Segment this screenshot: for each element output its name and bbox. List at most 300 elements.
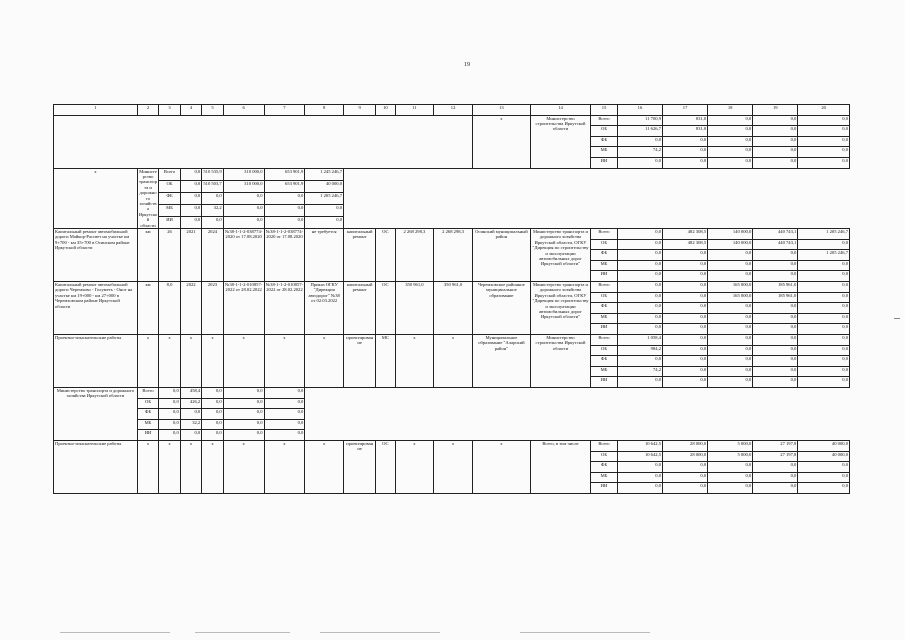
- amount-cell: 0,0: [180, 409, 201, 420]
- amount-cell: 0,0: [708, 157, 753, 168]
- amount-cell: 5 000,0: [708, 440, 753, 451]
- amount-cell: 185 961,0: [753, 282, 798, 293]
- table-row: [54, 216, 850, 228]
- amount-cell: 0,0: [753, 303, 798, 314]
- amount-cell: 0,0: [708, 472, 753, 483]
- amount-cell: 11 626,7: [617, 126, 662, 137]
- amount-cell: 27 197,8: [753, 451, 798, 462]
- organization-cell: Министерство транспорта и дорожного хозяйства Иркутской области: [138, 168, 158, 228]
- ownership: МС: [376, 334, 395, 387]
- quantity-cell: х: [159, 440, 180, 493]
- funding-source-cell: ОБ: [591, 451, 618, 462]
- organization-cell: Министерство транспорта и дорожного хозяйства Иркутской области: [54, 387, 138, 440]
- funding-source-cell: ОБ: [591, 345, 618, 356]
- amount-cell: 0,0: [753, 472, 798, 483]
- amount-cell: 984,2: [617, 345, 662, 356]
- amount-cell: 0,0: [223, 216, 264, 228]
- funding-source-cell: ОБ: [591, 239, 618, 250]
- amount-cell: 0,0: [663, 271, 708, 282]
- page-number: 19: [464, 62, 470, 68]
- amount-cell: 0,0: [708, 334, 753, 345]
- amount-cell: 0,0: [753, 260, 798, 271]
- amount-cell: 0,0: [663, 366, 708, 377]
- amount-cell: 0,0: [708, 356, 753, 367]
- start-year: 2022: [180, 282, 201, 335]
- remaining-cost: 2 268 298,3: [434, 229, 473, 282]
- funding-source-cell: ФБ: [137, 409, 158, 420]
- amount-cell: 0,0: [708, 136, 753, 147]
- funding-source-cell: МБ: [159, 204, 180, 216]
- amount-cell: 0,0: [663, 303, 708, 314]
- amount-cell: 165 000,0: [708, 292, 753, 303]
- end-year: х: [202, 334, 223, 387]
- ownership: ОС: [376, 440, 395, 493]
- amount-cell: 510 535,9: [202, 168, 223, 180]
- funding-source-cell: ФБ: [591, 250, 618, 261]
- amount-cell: 0,0: [617, 260, 662, 271]
- amount-cell: 0,0: [708, 313, 753, 324]
- funding-source-cell: МБ: [591, 260, 618, 271]
- municipality-cell: Осинский муниципальный район: [472, 229, 530, 282]
- amount-cell: 653 901,9: [264, 180, 305, 192]
- amount-cell: 1 205 246,7: [798, 250, 850, 261]
- organization-cell: Министерство строительства Иркутской области: [530, 115, 590, 168]
- amount-cell: 0,0: [798, 462, 850, 473]
- table-row: [54, 180, 850, 192]
- amount-cell: 0,0: [708, 126, 753, 137]
- funding-source-cell: МБ: [591, 366, 618, 377]
- amount-cell: 0,0: [798, 147, 850, 158]
- amount-cell: 0,0: [223, 409, 264, 420]
- table-row: [54, 419, 850, 430]
- amount-cell: 0,0: [798, 483, 850, 494]
- header-cell: 1: [54, 105, 138, 116]
- object-name: Проектно-изыскательские работы: [54, 440, 138, 493]
- amount-cell: 0,0: [663, 147, 708, 158]
- header-cell: 7: [264, 105, 305, 116]
- start-year: х: [180, 440, 201, 493]
- funding-source-cell: ОБ: [137, 398, 158, 409]
- funding-source-cell: МБ: [591, 147, 618, 158]
- header-cell: 13: [472, 105, 530, 116]
- amount-cell: 40 000,0: [798, 451, 850, 462]
- organization-cell: Министерство транспорта и дорожного хозяйства Иркутской области, ОГКУ "Дирекция по строительству и эксплуатации автомобильных дорог Иркутской области": [530, 229, 590, 282]
- table-row: [54, 229, 850, 240]
- investment-program-table: [53, 104, 850, 494]
- funding-source-cell: ИИ: [591, 377, 618, 388]
- amount-cell: 0,0: [159, 419, 180, 430]
- amount-cell: 0,0: [663, 313, 708, 324]
- header-cell: 16: [617, 105, 662, 116]
- funding-source-cell: Всего: [591, 115, 618, 126]
- amount-cell: 0,0: [753, 126, 798, 137]
- amount-cell: 0,0: [708, 345, 753, 356]
- amount-cell: 310 000,0: [223, 180, 264, 192]
- table-row: [54, 192, 850, 204]
- end-year: 2024: [202, 229, 223, 282]
- header-cell: 20: [798, 105, 850, 116]
- amount-cell: 0,0: [798, 303, 850, 314]
- amount-cell: 0,0: [753, 147, 798, 158]
- amount-cell: 0,0: [305, 204, 344, 216]
- estimated-cost: 350 961,0: [395, 282, 434, 335]
- amount-cell: 0,0: [202, 430, 223, 441]
- amount-cell: 0,0: [663, 292, 708, 303]
- municipality-cell: х: [472, 440, 530, 493]
- funding-source-cell: ИИ: [137, 430, 158, 441]
- funding-source-cell: ОБ: [591, 126, 618, 137]
- amount-cell: 0,0: [663, 345, 708, 356]
- header-cell: 14: [530, 105, 590, 116]
- unit-cell: х: [137, 440, 158, 493]
- approval-doc: х: [264, 334, 305, 387]
- amount-cell: 0,0: [264, 419, 305, 430]
- estimated-cost: 2 268 298,3: [395, 229, 434, 282]
- amount-cell: 0,0: [798, 292, 850, 303]
- amount-cell: 0,0: [798, 136, 850, 147]
- table-row: [54, 409, 850, 420]
- table-row: [54, 115, 850, 126]
- amount-cell: 0,0: [798, 366, 850, 377]
- scan-artifact-line: [195, 632, 290, 633]
- amount-cell: 0,0: [798, 157, 850, 168]
- funding-source-cell: Всего: [591, 229, 618, 240]
- amount-cell: 0,0: [202, 409, 223, 420]
- amount-cell: 0,0: [753, 313, 798, 324]
- amount-cell: 0,0: [264, 430, 305, 441]
- header-cell: 4: [180, 105, 201, 116]
- amount-cell: 0,0: [617, 136, 662, 147]
- unit-cell: км: [137, 229, 158, 282]
- amount-cell: 0,0: [663, 483, 708, 494]
- quantity-cell: х: [159, 334, 180, 387]
- amount-cell: 0,0: [708, 250, 753, 261]
- amount-cell: 0,0: [753, 271, 798, 282]
- amount-cell: 0,0: [708, 147, 753, 158]
- table-row: [54, 282, 850, 293]
- amount-cell: 0,0: [617, 483, 662, 494]
- amount-cell: 0,0: [202, 419, 223, 430]
- amount-cell: 0,0: [798, 282, 850, 293]
- amount-cell: 32,2: [202, 204, 223, 216]
- amount-cell: 0,0: [753, 483, 798, 494]
- amount-cell: 0,0: [798, 377, 850, 388]
- funding-source-cell: ФБ: [591, 136, 618, 147]
- amount-cell: 0,0: [798, 260, 850, 271]
- funding-source-cell: Всего: [591, 334, 618, 345]
- amount-cell: 426,2: [180, 398, 201, 409]
- amount-cell: 28 000,0: [663, 440, 708, 451]
- funding-source-cell: Всего: [159, 168, 180, 180]
- funding-source-cell: ФБ: [591, 303, 618, 314]
- amount-cell: 0,0: [159, 387, 180, 398]
- amount-cell: 0,0: [798, 324, 850, 335]
- unit-cell: х: [137, 334, 158, 387]
- municipality-cell: х: [472, 115, 530, 168]
- amount-cell: 1 058,4: [617, 334, 662, 345]
- work-kind: проектирование: [344, 440, 376, 493]
- amount-cell: 0,0: [223, 192, 264, 204]
- amount-cell: 0,0: [798, 271, 850, 282]
- start-year: 2021: [180, 229, 201, 282]
- table-row: [54, 387, 850, 398]
- amount-cell: 310 000,0: [223, 168, 264, 180]
- amount-cell: 0,0: [753, 366, 798, 377]
- funding-source-cell: МБ: [591, 313, 618, 324]
- amount-cell: 0,0: [753, 377, 798, 388]
- amount-cell: 0,0: [617, 313, 662, 324]
- amount-cell: 0,0: [753, 334, 798, 345]
- ownership: ОС: [376, 229, 395, 282]
- amount-cell: 0,0: [708, 115, 753, 126]
- object-name: Капитальный ремонт автомобильной дороги Черемхово - Голуметь - Онот на участке км 19+000 - км 27+000 в Черемховском районе Иркутской области: [54, 282, 138, 335]
- amount-cell: 0,0: [663, 157, 708, 168]
- remaining-cost: 350 961,0: [434, 282, 473, 335]
- funding-source-cell: ФБ: [159, 192, 180, 204]
- amount-cell: 0,0: [223, 204, 264, 216]
- amount-cell: 0,0: [798, 239, 850, 250]
- amount-cell: 0,0: [708, 366, 753, 377]
- table-row: [54, 398, 850, 409]
- amount-cell: 140 000,0: [708, 229, 753, 240]
- scan-artifact-line: [320, 632, 440, 633]
- header-cell: 9: [344, 105, 376, 116]
- quantity-cell: 8,0: [159, 282, 180, 335]
- funding-source-cell: ОБ: [159, 180, 180, 192]
- amount-cell: 0,0: [798, 356, 850, 367]
- scan-artifact-line: [520, 632, 650, 633]
- table-row: [54, 440, 850, 451]
- amount-cell: 0,0: [617, 356, 662, 367]
- amount-cell: 0,0: [202, 192, 223, 204]
- amount-cell: 1 205 246,7: [305, 192, 344, 204]
- amount-cell: 0,0: [753, 136, 798, 147]
- funding-source-cell: ФБ: [591, 462, 618, 473]
- header-cell: 5: [202, 105, 223, 116]
- amount-cell: 0,0: [753, 345, 798, 356]
- object-name: Капитальный ремонт автомобильной дороги Майкор-Рассвет на участке км 9+700 - км 35+700 в Осинском районе Иркутской области: [54, 229, 138, 282]
- amount-cell: 0,0: [180, 204, 201, 216]
- expertise-doc: х: [223, 334, 264, 387]
- amount-cell: 0,0: [798, 115, 850, 126]
- organization-cell: Министерство строительства Иркутской области: [530, 334, 590, 387]
- header-cell: 11: [395, 105, 434, 116]
- amount-cell: 0,0: [159, 398, 180, 409]
- amount-cell: 0,0: [798, 313, 850, 324]
- header-cell: 6: [223, 105, 264, 116]
- ownership: ОС: [376, 282, 395, 335]
- amount-cell: 0,0: [753, 356, 798, 367]
- remaining-cost: х: [434, 334, 473, 387]
- amount-cell: 0,0: [753, 324, 798, 335]
- amount-cell: 74,2: [617, 147, 662, 158]
- table-row: [54, 334, 850, 345]
- amount-cell: 32,2: [180, 419, 201, 430]
- expertise-doc: №38-1-1-2-010857-2022 от 28.02.2022: [223, 282, 264, 335]
- amount-cell: 831,0: [663, 126, 708, 137]
- amount-cell: 0,0: [617, 282, 662, 293]
- municipality-cell: Черемховское районное муниципальное образование: [472, 282, 530, 335]
- work-kind: проектирование: [344, 334, 376, 387]
- amount-cell: 0,0: [708, 303, 753, 314]
- header-cell: 2: [137, 105, 158, 116]
- amount-cell: 0,0: [798, 472, 850, 483]
- amount-cell: 0,0: [753, 157, 798, 168]
- amount-cell: 40 000,0: [798, 440, 850, 451]
- amount-cell: 0,0: [753, 115, 798, 126]
- header-cell: 3: [159, 105, 180, 116]
- amount-cell: 482 308,5: [663, 239, 708, 250]
- amount-cell: 0,0: [753, 250, 798, 261]
- amount-cell: 440 743,1: [753, 229, 798, 240]
- municipality-cell: Муниципальное образование "Аларский район": [472, 334, 530, 387]
- amount-cell: 0,0: [264, 387, 305, 398]
- amount-cell: 40 000,0: [305, 180, 344, 192]
- amount-cell: 0,0: [663, 334, 708, 345]
- amount-cell: 0,0: [708, 260, 753, 271]
- expertise-doc: №38-1-1-2-038774-2020 от 17.08.2020: [223, 229, 264, 282]
- amount-cell: 0,0: [159, 430, 180, 441]
- organization-cell: Всего, в том числе: [530, 440, 590, 493]
- municipality-cell: х: [54, 168, 138, 228]
- approval-doc: х: [264, 440, 305, 493]
- quantity-cell: 26: [159, 229, 180, 282]
- amount-cell: 0,0: [264, 216, 305, 228]
- amount-cell: 0,0: [264, 204, 305, 216]
- amount-cell: 1 205 246,7: [798, 229, 850, 240]
- amount-cell: 0,0: [223, 387, 264, 398]
- amount-cell: 0,0: [180, 430, 201, 441]
- amount-cell: 440 743,1: [753, 239, 798, 250]
- amount-cell: 458,4: [180, 387, 201, 398]
- amount-cell: 653 901,9: [264, 168, 305, 180]
- amount-cell: 0,0: [798, 345, 850, 356]
- funding-source-cell: Всего: [591, 282, 618, 293]
- amount-cell: 0,0: [223, 419, 264, 430]
- estimated-cost: х: [395, 334, 434, 387]
- amount-cell: 0,0: [305, 216, 344, 228]
- order-doc: х: [305, 440, 344, 493]
- amount-cell: 0,0: [617, 324, 662, 335]
- amount-cell: 0,0: [663, 282, 708, 293]
- funding-source-cell: ИИ: [591, 157, 618, 168]
- amount-cell: 10 642,5: [617, 451, 662, 462]
- start-year: х: [180, 334, 201, 387]
- amount-cell: 11 700,9: [617, 115, 662, 126]
- amount-cell: 482 308,5: [663, 229, 708, 240]
- amount-cell: 0,0: [798, 334, 850, 345]
- amount-cell: 0,0: [708, 324, 753, 335]
- amount-cell: 1 245 246,7: [305, 168, 344, 180]
- amount-cell: 0,0: [202, 387, 223, 398]
- amount-cell: 28 000,0: [663, 451, 708, 462]
- amount-cell: 0,0: [663, 356, 708, 367]
- amount-cell: 0,0: [264, 192, 305, 204]
- amount-cell: 0,0: [798, 126, 850, 137]
- amount-cell: 0,0: [708, 462, 753, 473]
- amount-cell: 0,0: [617, 377, 662, 388]
- header-cell: 19: [753, 105, 798, 116]
- amount-cell: 0,0: [617, 239, 662, 250]
- amount-cell: 0,0: [663, 472, 708, 483]
- amount-cell: 0,0: [617, 250, 662, 261]
- amount-cell: 0,0: [202, 398, 223, 409]
- amount-cell: 0,0: [159, 409, 180, 420]
- expertise-doc: х: [223, 440, 264, 493]
- unit-cell: км: [137, 282, 158, 335]
- amount-cell: 831,0: [663, 115, 708, 126]
- remaining-cost: х: [434, 440, 473, 493]
- funding-source-cell: ИИ: [591, 483, 618, 494]
- funding-source-cell: ФБ: [591, 356, 618, 367]
- amount-cell: 0,0: [180, 180, 201, 192]
- amount-cell: 0,0: [264, 409, 305, 420]
- amount-cell: 27 197,8: [753, 440, 798, 451]
- amount-cell: 0,0: [264, 398, 305, 409]
- amount-cell: 5 000,0: [708, 451, 753, 462]
- header-cell: 18: [708, 105, 753, 116]
- amount-cell: 0,0: [617, 472, 662, 483]
- table-row: [54, 430, 850, 441]
- amount-cell: 0,0: [223, 430, 264, 441]
- header-cell: 10: [376, 105, 395, 116]
- object-name: Проектно-изыскательские работы: [54, 334, 138, 387]
- amount-cell: 0,0: [708, 377, 753, 388]
- funding-source-cell: МБ: [591, 472, 618, 483]
- amount-cell: 0,0: [617, 462, 662, 473]
- amount-cell: 165 000,0: [708, 282, 753, 293]
- amount-cell: 10 642,5: [617, 440, 662, 451]
- header-row: [54, 105, 850, 116]
- amount-cell: 0,0: [708, 483, 753, 494]
- amount-cell: 0,0: [663, 260, 708, 271]
- amount-cell: 0,0: [663, 462, 708, 473]
- amount-cell: 0,0: [663, 377, 708, 388]
- amount-cell: 0,0: [180, 216, 201, 228]
- funding-source-cell: ИИ: [591, 271, 618, 282]
- amount-cell: 0,0: [663, 136, 708, 147]
- approval-doc: №38-1-1-2-010857-2022 от 28.02.2022: [264, 282, 305, 335]
- amount-cell: 0,0: [663, 324, 708, 335]
- header-cell: 15: [591, 105, 618, 116]
- funding-source-cell: ИИ: [591, 324, 618, 335]
- amount-cell: 0,0: [708, 271, 753, 282]
- amount-cell: 0,0: [617, 157, 662, 168]
- amount-cell: 0,0: [617, 292, 662, 303]
- work-kind: капитальный ремонт: [344, 282, 376, 335]
- header-cell: 8: [305, 105, 344, 116]
- order-doc: х: [305, 334, 344, 387]
- table-row: [54, 204, 850, 216]
- organization-cell: Министерство транспорта и дорожного хозяйства Иркутской области, ОГКУ "Дирекция по строительству и эксплуатации автомобильных дорог Иркутской области": [530, 282, 590, 335]
- amount-cell: 0,0: [617, 229, 662, 240]
- funding-source-cell: ОБ: [591, 292, 618, 303]
- order-doc: Приказ ОГКУ "Дирекция автодорог" №38 от 02.03.2022: [305, 282, 344, 335]
- amount-cell: 0,0: [223, 398, 264, 409]
- funding-source-cell: ИИ: [159, 216, 180, 228]
- amount-cell: 0,0: [180, 168, 201, 180]
- amount-cell: 140 000,0: [708, 239, 753, 250]
- amount-cell: 74,2: [617, 366, 662, 377]
- continued-cell: [54, 115, 473, 168]
- scan-artifact-line: [60, 632, 170, 633]
- amount-cell: 0,0: [663, 250, 708, 261]
- amount-cell: 0,0: [617, 303, 662, 314]
- amount-cell: 0,0: [617, 271, 662, 282]
- amount-cell: 0,0: [180, 192, 201, 204]
- funding-source-cell: Всего: [137, 387, 158, 398]
- funding-source-cell: МБ: [137, 419, 158, 430]
